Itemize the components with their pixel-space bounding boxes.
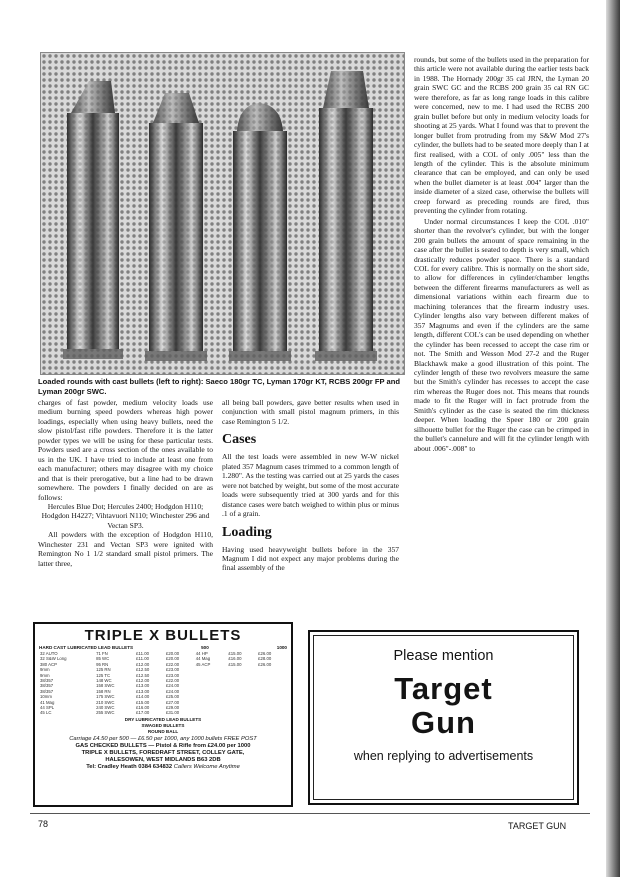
cartridges-photo: [40, 52, 405, 375]
footer-rule: [30, 813, 590, 814]
price-cell: 380 ACP: [40, 661, 57, 667]
price-cell: 41 Mag: [40, 699, 55, 705]
price-cell: 71 FN: [96, 651, 108, 656]
cartridges-illustration: [41, 53, 405, 375]
article-column-right: [414, 55, 589, 454]
article-column-middle: [222, 398, 399, 573]
price-cell: 125 RN: [96, 667, 111, 673]
advert-gas-checked: GAS CHECKED BULLETS — Pistol & Rifle from £24.00 per 1000: [75, 742, 251, 749]
article-column-left: [38, 398, 213, 568]
price-cell: 95 RN: [96, 661, 109, 667]
price-cell: 38/357: [40, 688, 54, 694]
price-cell: £15.00: [228, 651, 242, 656]
price-cell: 32 AUTO: [40, 651, 58, 656]
price-cell: £12.00: [136, 678, 150, 684]
price-cell: 158 SWC: [96, 683, 115, 689]
price-cell: £15.00: [228, 661, 242, 667]
price-cell: [257, 710, 287, 715]
triple-x-bullets-advert: [33, 622, 293, 807]
price-cell: 125 TC: [96, 672, 111, 678]
price-cell: £26.00: [258, 661, 272, 667]
price-cell: 44 HP: [195, 651, 208, 656]
price-cell: £15.00: [136, 699, 150, 705]
price-cell: 38/357: [40, 678, 54, 684]
price-cell: £14.00: [136, 694, 150, 700]
price-cell: £16.00: [136, 705, 150, 711]
price-cell: £28.00: [258, 656, 272, 662]
price-cell: £24.00: [165, 683, 180, 689]
advert-subheader: [39, 645, 287, 650]
powder-list: Hercules Blue Dot; Hercules 2400; Hodgdon H110; Hodgdon H4227; Vihtavuori N110; Winchester 296 and Vectan SP3.: [41, 501, 210, 530]
price-cell: £17.00: [136, 710, 150, 716]
price-cell: £31.00: [165, 710, 180, 716]
price-cell: £20.00: [165, 651, 180, 656]
price-cell: 38/357: [40, 683, 54, 689]
price-cell: 45 ACP: [195, 661, 211, 667]
advert-address-2: HALESOWEN, WEST MIDLANDS B63 2DB: [105, 756, 221, 763]
price-cell: £24.00: [165, 688, 180, 694]
advert-col-1000: 1000: [276, 645, 287, 650]
advert-section-round-ball: ROUND BALL: [147, 728, 179, 734]
article-paragraph: All powders with the exception of Hodgdon H110, Winchester 231 and Vectan SP3 were ignited with Remington No 1 1/2 standard small pistol primers. The latter three,: [38, 530, 213, 568]
heading-loading: Loading: [222, 524, 272, 540]
price-cell: [227, 710, 257, 715]
price-cell: £23.00: [165, 672, 180, 678]
price-cell: £11.00: [136, 656, 149, 662]
article-paragraph: All the test loads were assembled in new W-W nickel plated 357 Magnum cases trimmed to a common length of 1.280". As the testing was carried out at 25 yards the cases were not batched by weight, but some of the most accurate loads were subsequently tried at 300 yards and for this distance cases were batch weighed to within plus or minus .1 of a grain.: [222, 452, 399, 519]
article-paragraph: Having used heavyweight bullets before in the 357 Magnum I did not expect any major problems during the final assembly of the: [222, 544, 399, 573]
advert-section-dry: DRY LUBRICATED LEAD BULLETS: [124, 716, 202, 722]
advert-section-swaged: SWAGED BULLETS: [141, 722, 185, 728]
article-paragraph: all being ball powders, gave better results when used in conjunction with small pistol magnum primers, in this case Remington 5 1/2.: [222, 398, 399, 426]
page-number: 78: [38, 819, 49, 829]
price-cell: 45 LC: [40, 710, 52, 716]
page-edge-shadow: [606, 0, 620, 877]
advert-carriage: Carriage £4.50 per 500 — £6.50 per 1000, any 1000 bullets FREE POST: [69, 735, 257, 742]
price-cell: £27.00: [165, 699, 180, 705]
price-cell: £12.50: [136, 672, 150, 678]
price-cell: £11.00: [136, 651, 149, 656]
article-paragraph: charges of fast powder, medium velocity loads use medium burning speed powders whereas high power loadings, especially when using heavy bullets, need the slow pistol/fast rifle powders. Therefore it is the latter powder types we will be using for these particular tests. Powders used are a cross section of the ones available to us in the UK. I have tried to include at least one from each manufacturer; others may disagree with my choice and that is their prerogative, but a line had to be drawn somewhere. The powders I finally decided on are as follows:: [38, 398, 213, 502]
price-cell: 44 Mag: [195, 656, 211, 662]
price-table: [39, 651, 287, 716]
advert-col-500: 500: [201, 645, 209, 650]
price-cell: £29.00: [165, 705, 180, 711]
price-cell: [195, 710, 228, 715]
advert-section-hard-cast: HARD CAST LUBRICATED LEAD BULLETS: [39, 645, 134, 650]
advert-callers: Callers Welcome Anytime: [173, 763, 240, 770]
advert-phone: [39, 764, 287, 771]
photo-caption: Loaded rounds with cast bullets (left to right): Saeco 180gr TC, Lyman 170gr KT, RCBS 200gr FP and Lyman 200gr SWC.: [38, 377, 401, 396]
price-cell: £12.00: [136, 661, 150, 667]
price-cell: £23.00: [165, 667, 180, 673]
price-cell: 44 SPL: [40, 705, 55, 711]
price-cell: £13.00: [136, 683, 150, 689]
price-cell: £20.00: [165, 656, 180, 662]
price-cell: £22.00: [165, 678, 180, 684]
price-cell: 9mm: [40, 667, 50, 673]
price-cell: 175 SWC: [96, 694, 115, 700]
please-mention-text: Please mention: [393, 648, 494, 664]
advert-title: TRIPLE X BULLETS: [84, 627, 242, 644]
when-replying-text: when replying to advertisements: [353, 749, 534, 763]
price-cell: 158 RN: [96, 688, 111, 694]
advert-address-1: TRIPLE X BULLETS, FOREDRAFT STREET, COLLEY GATE,: [81, 749, 245, 756]
magazine-name: TARGET GUN: [508, 821, 567, 831]
price-cell: 85 WC: [96, 656, 110, 662]
price-cell: 240 SWC: [96, 705, 115, 711]
price-cell: 255 SWC: [96, 710, 115, 716]
price-row: [39, 710, 287, 715]
price-cell: 210 SWC: [96, 699, 115, 705]
price-cell: £25.00: [165, 694, 180, 700]
heading-cases: Cases: [222, 432, 257, 448]
please-mention-advert: [308, 630, 579, 805]
article-paragraph: rounds, but some of the bullets used in the preparation for this article were not available during the earlier tests back in 1988. The Hornady 200gr 35 cal JRN, the Lyman 20 grain SWC GC and the RCBS 200 grain 35 cal RN GC were therefore, as far as long range loads in this calibre were concerned, new to me. I had used the RCBS 200 grain bullet before but only in medium velocity loads for shooting at 25 yards. What I found was that to prevent the longer bullet from protruding from my S&W Mod 27's cylinder, the bullets had to be seated more deeply than I at first realised, with a COL of only .005" less than the length of the cylinder. This is the absolute minimum clearance that can be employed, and can only be used when the bullet diameter is at least .004" larger than the inside diameter of a sized case, otherwise the bullets will creep forward as preceding rounds are fired, thus preventing the cylinder from rotating.: [414, 55, 589, 216]
price-cell: 10mm: [40, 694, 52, 700]
price-cell: £26.00: [258, 651, 272, 656]
target-word: Target: [394, 671, 493, 706]
please-mention-frame: [313, 635, 574, 800]
price-cell: 148 WC: [96, 678, 112, 684]
price-cell: £13.00: [136, 688, 150, 694]
price-cell: 9mm: [40, 672, 50, 678]
price-cell: £16.00: [228, 656, 242, 662]
price-cell: £22.00: [165, 661, 180, 667]
advert-footer: [39, 736, 287, 771]
advert-phone-number: Tel: Cradley Heath 0384 634832: [86, 763, 173, 770]
gun-word: Gun: [411, 705, 476, 740]
price-cell: £12.50: [136, 667, 150, 673]
article-paragraph: Under normal circumstances I keep the COL .010" shorter than the revolver's cylinder, but with the longer 200 grain bullets the amount of space remaining in the case after the bullet is seated to depth is very small, which drastically reduces powder space. There is a standard COL for every calibre. This is normally on the short side, to allow for differences in cylinder/chamber lengths between the different firearms manufacturers as well as dimensional variations within each firearm due to machining tolerances that the firearm industry uses. Cylinder lengths also vary between different makes of 357 Magnums and even if the cylinders are the same length, different COL's can be used depending on whether the cylinder has been recessed to accept the case rim or not. The Smith and Wesson Mod 27-2 and the Ruger Blackhawk make a good illustration of this point. The cylinder length of these two revolvers measure the same but the Smith's cylinder has recesses to accept the case rim whereas the Ruger does not. This means that rounds made to fit the Ruger will in fact protrude from the Smith's cylinder as the case is seated the rim thickness deeper. When loading the Speer 180 or 200 grain silhouette bullet for the Ruger the case can be crimped in the bullet's cannelure and will fit the cylinder length with about .006"-.008" to: [414, 216, 589, 453]
price-cell: 32 S&W Long: [40, 656, 67, 662]
